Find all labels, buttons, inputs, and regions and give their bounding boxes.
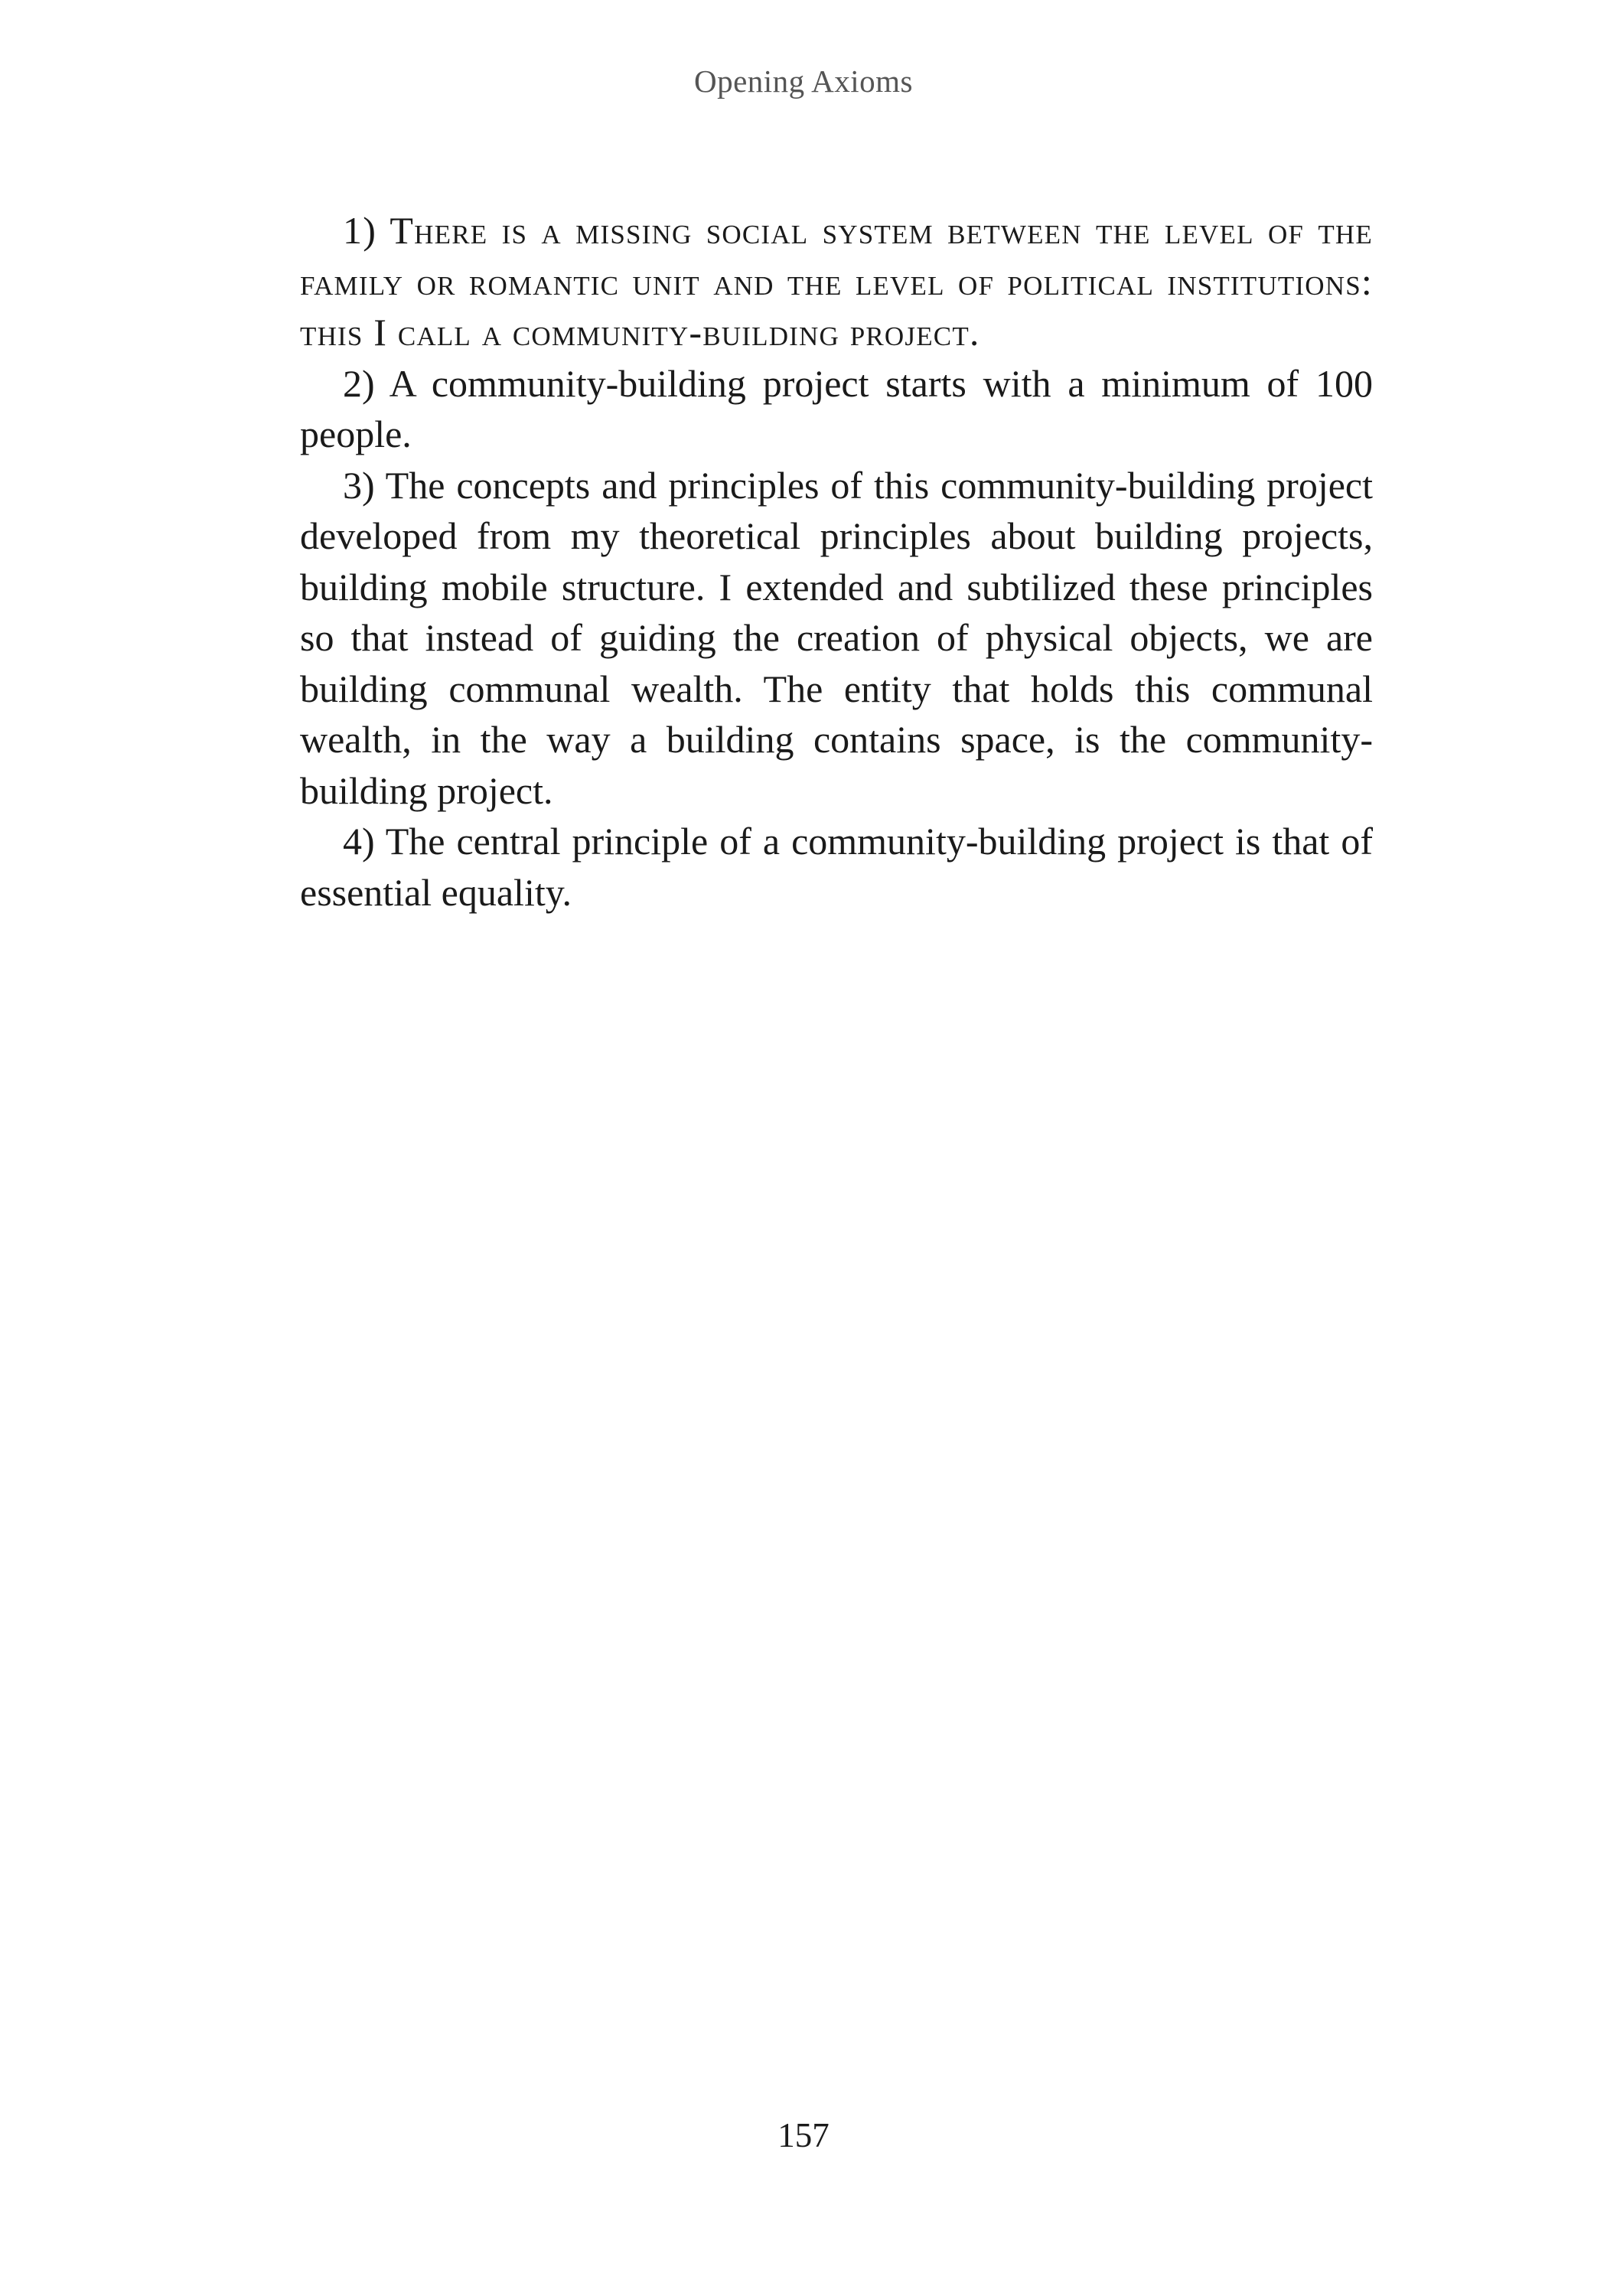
axiom-1-paragraph: 1) There is a missing social system between the level of the family or romantic unit and the level of political institutions: this I call a community-building project. [300, 209, 1373, 354]
axiom-2-paragraph: 2) A community-building project starts with a minimum of 100 people. [300, 361, 1373, 455]
axiom-3-paragraph: 3) The concepts and principles of this community-building project developed from my theoretical principles about building projects, building mobile structure. I extended and subtilized these principles so that instead of guiding the creation of physical objects, we are building communal wealth. The entity that holds this communal wealth, in the way a building contains space, is the community-building project. [300, 463, 1373, 812]
body-text [300, 205, 1373, 918]
axiom-4-paragraph: 4) The central principle of a community-building project is that of essential equality. [300, 820, 1373, 914]
page-number: 157 [777, 2116, 830, 2154]
running-header: Opening Axioms [693, 64, 914, 99]
